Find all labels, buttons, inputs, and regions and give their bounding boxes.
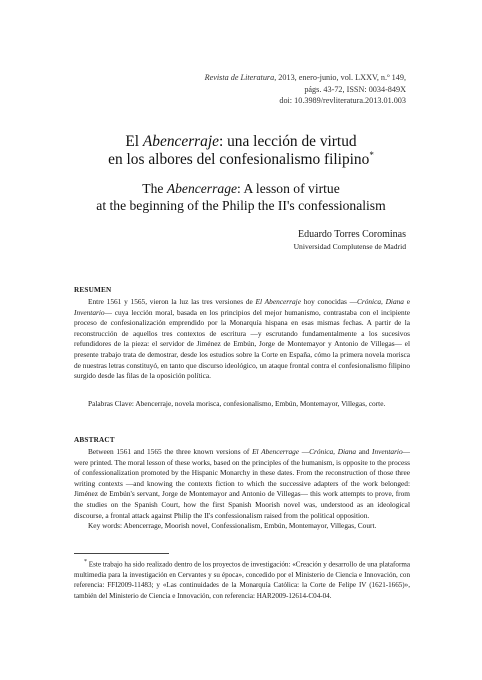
journal-name: Revista de Literatura: [204, 73, 275, 82]
title-spanish: [0, 133, 482, 169]
author-affiliation: Universidad Complutense de Madrid: [293, 242, 406, 251]
footnote-marker: *: [84, 559, 87, 565]
title-english-line-1: The Abencerrage: A lesson of virtue: [142, 181, 340, 196]
footnote-mark: *: [369, 149, 374, 160]
journal-line-1: [205, 72, 406, 84]
title-spanish-line-1: El Abencerraje: una lección de virtud: [125, 133, 357, 150]
abstract-text: Between 1561 and 1565 the three known versions of El Abencerrage —Crónica, Diana and Inventario— were printed. The moral lesson of these works, based on the principles of the humanism, is opposite to the process of confessionalization promoted by the Hispanic Monarchy in these dates. From the reconstruction of those three writing contexts —and knowing the contexts fiction to which the successive adapters of the work belonged: Jiménez de Embún's servant, Jorge de Montemayor and Antonio de Villegas— this work attempts to prove, from the studies on the Spanish Court, how the first Spanish Moorish novel was, understood as an ideological discourse, a frontal attack against Philip the II's confessionalism raised from the political opposition.: [74, 447, 410, 520]
resumen-keywords: Palabras Clave: Abencerraje, novela morisca, confesionalismo, Embún, Montemayor, Villegas, corte.: [88, 399, 386, 408]
title-spanish-italic: Abencerraje: [142, 133, 219, 150]
journal-issue: , 2013, enero-junio, vol. LXXV, n.º 149,: [274, 73, 406, 82]
abstract-heading: ABSTRACT: [74, 436, 115, 444]
abstract-keywords: Key words: Abencerrage, Moorish novel, Confessionalism, Embún, Montemayor, Villegas, Court.: [88, 521, 377, 530]
title-spanish-line-2: en los albores del confesionalismo filipino*: [108, 149, 374, 168]
resumen-heading: RESUMEN: [74, 286, 112, 294]
title-english-italic: Abencerrage: [166, 181, 238, 196]
resumen-text: Entre 1561 y 1565, vieron la luz las tres versiones de El Abencerraje hoy conocidas —Crónica, Diana e Inventario— cuya lección moral, basada en los principios del mejor humanismo, contrastaba con el incipiente proceso de confesionalización emprendido por la Monarquía hispana en esas mismas fechas. A partir de la reconstrucción de aquellos tres contextos de escritura —y escrutando fundamentalmente a los sucesivos refundidores de la pieza: el servidor de Jiménez de Embún, Jorge de Montemayor y Antonio de Villegas— el presente trabajo trata de demostrar, desde los estudios sobre la Corte en España, cómo la primera novela morisca de nuestras letras constituyó, en tanto que discurso ideológico, un ataque frontal contra el confesionalismo filipino surgido desde las filas de la oposición política.: [74, 297, 410, 381]
journal-pages-issn: págs. 43-72, ISSN: 0034-849X: [304, 84, 406, 94]
footnote-divider: [74, 553, 169, 554]
title-english-line-2: at the beginning of the Philip the II's confessionalism: [96, 197, 386, 213]
author-name: Eduardo Torres Corominas: [298, 229, 406, 240]
footnote: * Este trabajo ha sido realizado dentro de los proyectos de investigación: «Creación y desarrollo de una plataforma multimedia para la investigación en Cervantes y su época», concedido por el Ministerio de Ciencia e Innovación, con referencia: FFI2009-11483; y «Las continuidades de la Monarquía Católica: la Corte de Felipe IV (1621-1665)», también del Ministerio de Ciencia e Innovación, con referencia: HAR2009-12614-C04-04.: [74, 559, 410, 600]
title-english: [0, 181, 482, 214]
author-block: [294, 228, 406, 253]
journal-citation: [205, 72, 406, 107]
journal-doi: doi: 10.3989/revliteratura.2013.01.003: [279, 96, 406, 105]
